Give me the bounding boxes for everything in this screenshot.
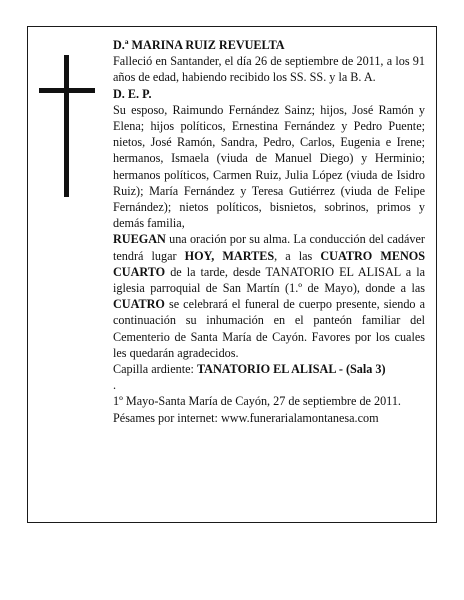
cross-icon [64,55,69,197]
day-label: MARTES [222,248,275,263]
family-list: Su esposo, Raimundo Fernández Sainz; hijos, José Ramón y Elena; hijos políticos, Ernestina Fernández y Pedro Puente; nietos, José Ramón, Sandra, Pedro, Carlos, Eugenia e Irene; hermanos, Ismaela (viuda de Manuel Diego) y Herminio; hermanos políticos, Carmen Ruiz, Julia López (viuda de Isidro Ruiz); María Fernández y Teresa Gutiérrez (viuda de Felipe Fernández); nietos políticos, bisnietos, sobrinos, primos y demás familia, [113,102,425,231]
chapel-name: TANATORIO EL ALISAL - (Sala 3) [196,362,386,377]
funeral-details: RUEGAN una oración por su alma. La conducción del cadáver tendrá lugar HOY, MARTES, a las CUATRO MENOS CUARTO de la tarde, desde TANATORIO EL ALISAL a la iglesia parroquial de San Martín (1.º de Mayo), donde a las CUATRO se celebrará el funeral de cuerpo presente, siendo a continuación su inhumación en el panteón familiar del Cementerio de Santa María de Cayón. Favores por los cuales les quedarán agradecidos. [113,232,426,360]
funeral-time: CUATRO [113,297,165,312]
death-announcement: Falleció en Santander, el día 26 de septiembre de 2011, a los 91 años de edad, habiendo recibido los SS. SS. y la B. A. [113,54,425,85]
chapel-line: Capilla ardiente: TANATORIO EL ALISAL - (Sala 3) [113,362,386,377]
rest-in-peace: D. E. P. [113,86,152,101]
condolences-line: Pésames por internet: www.funerarialamontanesa.com [113,410,379,425]
obituary-text [113,37,425,426]
procession-time: CUATRO MENOS CUARTO [113,248,426,279]
place-date: 1º Mayo-Santa María de Cayón, 27 de septiembre de 2011. [113,394,401,409]
deceased-name: D.ª MARINA RUIZ REVUELTA [113,38,285,52]
ruegan-label: RUEGAN [113,232,166,247]
chapel-line-end: . [113,378,117,393]
today-label: HOY [184,248,212,263]
cross-icon-bar [39,88,95,93]
